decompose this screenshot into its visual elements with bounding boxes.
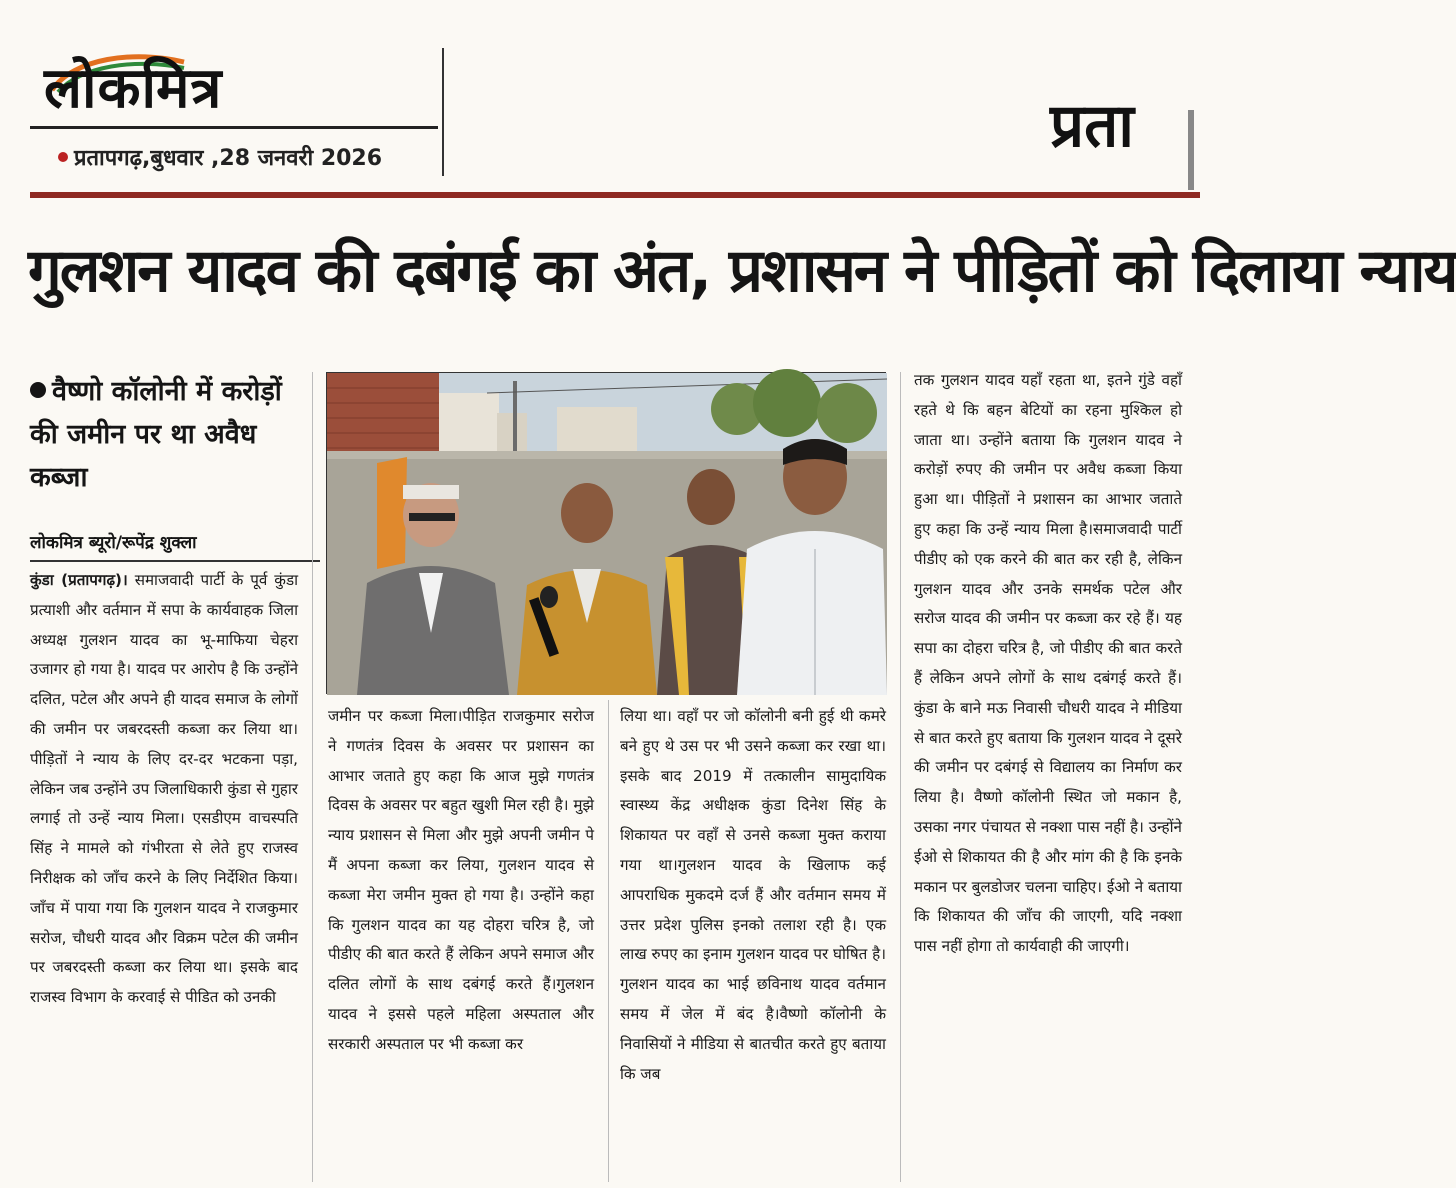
subheadline [30,370,315,500]
dateline [58,142,382,172]
article-dateline-lead: कुंडा (प्रतापगढ़)। [30,571,128,589]
article-column-3-text: लिया था। वहाँ पर जो कॉलोनी बनी हुई थी कमरे बने हुए थे उस पर भी उसने कब्जा कर रखा था। इसके बाद 2019 में तत्कालीन सामुदायिक स्वास्थ्य केंद्र अधीक्षक कुंडा दिनेश सिंह के शिकायत पर वहाँ से उनसे कब्जा मुक्त कराया गया था।गुलशन यादव के खिलाफ कई आपराधिक मुकदमे दर्ज हैं और वर्तमान समय में उत्तर प्रदेश पुलिस इनको तलाश रही है। एक लाख रुपए का इनाम गुलशन यादव पर घोषित है। गुलशन यादव का भाई छविनाथ यादव वर्तमान समय में जेल में बंद है।वैष्णो कॉलोनी के निवासियों ने मीडिया से बातचीत करते हुए बताया कि जब [620,707,886,1083]
byline-rule [30,560,320,562]
masthead-divider [442,48,444,176]
news-photo [326,372,886,694]
column-divider-2 [608,700,609,1182]
article-column-4 [914,366,1182,1184]
article-column-1 [30,566,298,1186]
column-divider-1 [312,372,313,1182]
article-column-4-text: तक गुलशन यादव यहाँ रहता था, इतने गुंडे वहाँ रहते थे कि बहन बेटियों का रहना मुश्किल हो जाता था। उन्होंने बताया कि गुलशन यादव ने करोड़ों रुपए की जमीन पर अवैध कब्जा किया हुआ था। पीड़ितों ने प्रशासन का आभार जताते हुए कहा कि उन्हें न्याय मिला है।समाजवादी पार्टी पीडीए को एक करने की बात कर रही है, लेकिन गुलशन यादव और उनके समर्थक पटेल और सरोज यादव की जमीन पर कब्जा कर रहे हैं। यह सपा का दोहरा चरित्र है, जो पीडीए की बात करते हैं लेकिन अपने लोगों के साथ दबंगई करते हैं।कुंडा के बाने मऊ निवासी चौधरी यादव ने मीडिया से बात करते हुए बताया कि गुलशन यादव ने दूसरे की जमीन पर दबंगई से विद्यालय का निर्माण कर लिया है। वैष्णो कॉलोनी स्थित जो मकान है, उसका नगर पंचायत से नक्शा पास नहीं है। उन्होंने ईओ से शिकायत की है और मांग की है कि इनके मकान पर बुलडोजर चलना चाहिए। ईओ ने बताया कि शिकायत की जाँच की जाएगी, यदि नक्शा पास नहीं होगा तो कार्यवाही की जाएगी। [914,371,1182,956]
column-divider-3 [900,372,901,1182]
logo-rule [30,126,438,129]
subhead-bullet-icon [30,382,46,398]
article-column-1-text: समाजवादी पार्टी के पूर्व कुंडा प्रत्याशी और वर्तमान में सपा के कार्यवाहक जिला अध्यक्ष गुलशन यादव का भू-माफिया चेहरा उजागर हो गया है। यादव पर आरोप है कि उन्होंने दलित, पटेल और अपने ही यादव समाज के लोगों की जमीन पर जबरदस्ती कब्जा कर लिया था। पीड़ितों ने न्याय के लिए दर-दर भटकना पड़ा, लेकिन जब उन्होंने उप जिलाधिकारी कुंडा से गुहार लगाई तो उन्हें न्याय मिला। एसडीएम वाचस्पति सिंह ने मामले को गंभीरता से लेते हुए राजस्व निरीक्षक को जाँच करने के लिए निर्देशित किया। जाँच में पाया गया कि गुलशन यादव ने राजकुमार सरोज, चौधरी यादव और विक्रम पटेल की जमीन पर जबरदस्ती कब्जा कर लिया था। इसके बाद राजस्व विभाग के करवाई से पीडित को उनकी [30,571,299,1007]
byline: लोकमित्र ब्यूरो/रूपेंद्र शुक्ला [30,533,197,553]
scroll-edge [1188,110,1194,190]
article-column-3 [620,702,886,1182]
article-column-2-text: जमीन पर कब्जा मिला।पीड़ित राजकुमार सरोज ने गणतंत्र दिवस के अवसर पर प्रशासन का आभार जताते हुए कहा कि आज मुझे गणतंत्र दिवस के अवसर पर बहुत खुशी मिल रही है। मुझे न्याय प्रशासन से मिला और मुझे अपनी जमीन पे मैं अपना कब्जा कर लिया, गुलशन यादव से कब्जा मेरा जमीन मुक्त हो गया है। उन्होंने कहा कि गुलशन यादव का यह दोहरा चरित्र है, जो पीडीए की बात करते हैं लेकिन अपने समाज और दलित लोगों के साथ दबंगई करते हैं।गुलशन यादव ने इससे पहले महिला अस्पताल और सरकारी अस्पताल पर भी कब्जा कर [328,707,594,1053]
newspaper-logo: लोकमित्र [44,55,223,121]
edition-title: प्रता [1050,91,1134,161]
masthead [0,0,1200,200]
edition-title-clip [1040,90,1188,180]
headline: गुलशन यादव की दबंगई का अंत, प्रशासन ने पीड़ितों को दिलाया न्याय [28,236,1456,306]
dateline-bullet-icon [58,152,68,162]
article-column-2 [328,702,594,1182]
news-photo-illustration [327,373,887,695]
subheadline-text: वैष्णो कॉलोनी में करोड़ों की जमीन पर था अवैध कब्जा [30,376,282,494]
masthead-red-rule [30,192,1200,198]
dateline-text: प्रतापगढ़,बुधवार ,28 जनवरी 2026 [74,146,383,171]
